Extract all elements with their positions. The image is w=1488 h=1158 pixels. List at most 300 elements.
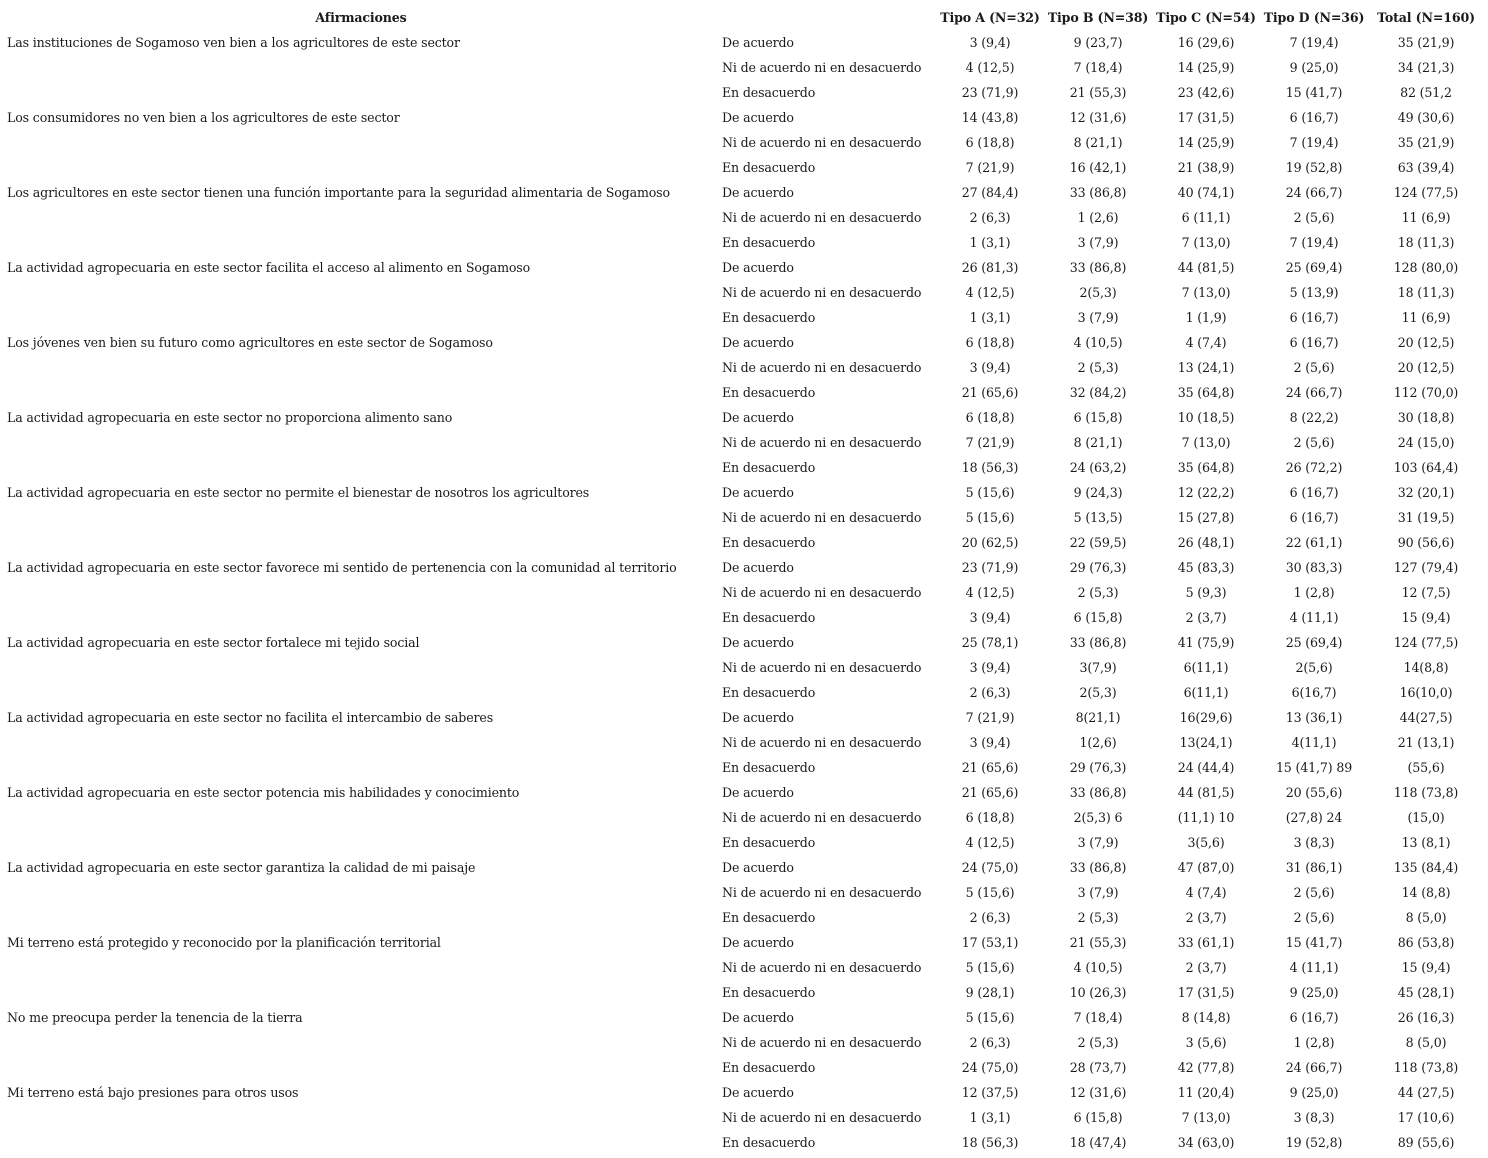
total-cell: 30 (18,8) [1397, 410, 1455, 425]
type-c-cell: 3 (5,6) [1185, 1035, 1227, 1050]
type-b-cell: 33 (86,8) [1069, 785, 1127, 800]
total-cell: 20 (12,5) [1397, 335, 1455, 350]
type-a-cell: 3 (9,4) [969, 35, 1011, 50]
type-d-cell: 3 (8,3) [1293, 835, 1335, 850]
type-a-cell: 21 (65,6) [961, 785, 1019, 800]
type-a-cell: 2 (6,3) [969, 1035, 1011, 1050]
type-b-cell: 7 (18,4) [1073, 60, 1123, 75]
type-a-cell: 18 (56,3) [961, 460, 1019, 475]
type-d-cell: 25 (69,4) [1285, 635, 1343, 650]
table-row [4, 830, 1484, 855]
total-cell: 118 (73,8) [1393, 785, 1459, 800]
type-a-cell: 21 (65,6) [961, 385, 1019, 400]
type-c-cell: 41 (75,9) [1177, 635, 1235, 650]
header-type-d: Tipo D (N=36) [1263, 9, 1365, 25]
type-b-cell: 29 (76,3) [1069, 760, 1127, 775]
total-cell: 35 (21,9) [1397, 35, 1455, 50]
type-a-cell: 25 (78,1) [961, 635, 1019, 650]
type-a-cell: 4 (12,5) [965, 60, 1015, 75]
table-row [4, 205, 1484, 230]
table-row [4, 480, 1484, 505]
total-cell: 18 (11,3) [1397, 235, 1455, 250]
response-cell: En desacuerdo [722, 460, 816, 475]
type-d-cell: 4 (11,1) [1289, 960, 1339, 975]
statement-cell: La actividad agropecuaria en este sector no proporciona alimento sano [7, 410, 453, 425]
type-d-cell: 2 (5,6) [1293, 360, 1335, 375]
type-b-cell: 6 (15,8) [1073, 610, 1123, 625]
table-row [4, 105, 1484, 130]
type-b-cell: 10 (26,3) [1069, 985, 1127, 1000]
header-total: Total (N=160) [1377, 9, 1475, 25]
response-cell: En desacuerdo [722, 910, 816, 925]
type-d-cell: 1 (2,8) [1293, 1035, 1335, 1050]
type-a-cell: 3 (9,4) [969, 735, 1011, 750]
type-c-cell: 7 (13,0) [1181, 235, 1231, 250]
response-cell: De acuerdo [722, 785, 794, 800]
response-cell: De acuerdo [722, 335, 794, 350]
type-a-cell: 5 (15,6) [965, 885, 1015, 900]
type-b-cell: 3 (7,9) [1077, 885, 1119, 900]
type-b-cell: 3(7,9) [1079, 660, 1117, 675]
response-cell: En desacuerdo [722, 835, 816, 850]
type-d-cell: 2 (5,6) [1293, 885, 1335, 900]
type-a-cell: 17 (53,1) [961, 935, 1019, 950]
statement-cell [4, 505, 718, 530]
type-b-cell: 12 (31,6) [1069, 110, 1127, 125]
total-cell: 127 (79,4) [1393, 560, 1459, 575]
type-b-cell: 7 (18,4) [1073, 1010, 1123, 1025]
total-cell: 128 (80,0) [1393, 260, 1459, 275]
response-cell: De acuerdo [722, 860, 794, 875]
type-c-cell: 24 (44,4) [1177, 760, 1235, 775]
header-type-c: Tipo C (N=54) [1156, 9, 1256, 25]
type-a-cell: 4 (12,5) [965, 835, 1015, 850]
response-cell: En desacuerdo [722, 685, 816, 700]
type-c-cell: 5 (9,3) [1185, 585, 1227, 600]
table-row [4, 780, 1484, 805]
statement-cell: La actividad agropecuaria en este sector garantiza la calidad de mi paisaje [7, 860, 476, 875]
type-d-cell: 15 (41,7) [1285, 85, 1343, 100]
type-d-cell: 7 (19,4) [1289, 135, 1339, 150]
response-cell: De acuerdo [722, 710, 794, 725]
type-b-cell: 2(5,3) 6 [1073, 810, 1123, 825]
response-cell: Ni de acuerdo ni en desacuerdo [722, 135, 922, 150]
statement-cell [4, 1105, 718, 1130]
type-b-cell: 3 (7,9) [1077, 235, 1119, 250]
type-d-cell: 20 (55,6) [1285, 785, 1343, 800]
type-a-cell: 23 (71,9) [961, 85, 1019, 100]
total-cell: 17 (10,6) [1397, 1110, 1455, 1125]
total-cell: (55,6) [1407, 760, 1445, 775]
table-row [4, 755, 1484, 780]
total-cell: 135 (84,4) [1393, 860, 1459, 875]
statement-cell [4, 830, 718, 855]
total-cell: 26 (16,3) [1397, 1010, 1455, 1025]
type-a-cell: 2 (6,3) [969, 910, 1011, 925]
total-cell: 44(27,5) [1399, 710, 1453, 725]
table-row [4, 330, 1484, 355]
type-c-cell: 35 (64,8) [1177, 385, 1235, 400]
table-row [4, 80, 1484, 105]
type-a-cell: 6 (18,8) [965, 810, 1015, 825]
total-cell: 103 (64,4) [1393, 460, 1459, 475]
type-d-cell: (27,8) 24 [1285, 810, 1343, 825]
table-row [4, 730, 1484, 755]
type-b-cell: 21 (55,3) [1069, 85, 1127, 100]
type-c-cell: 42 (77,8) [1177, 1060, 1235, 1075]
type-a-cell: 6 (18,8) [965, 135, 1015, 150]
type-b-cell: 8(21,1) [1075, 710, 1121, 725]
statement-cell [4, 1130, 718, 1155]
total-cell: 49 (30,6) [1397, 110, 1455, 125]
statement-cell: La actividad agropecuaria en este sector no facilita el intercambio de saberes [7, 710, 494, 725]
response-cell: Ni de acuerdo ni en desacuerdo [722, 510, 922, 525]
type-c-cell: 3(5,6) [1187, 835, 1225, 850]
statement-cell: La actividad agropecuaria en este sector no permite el bienestar de nosotros los agricultores [7, 485, 590, 500]
type-a-cell: 23 (71,9) [961, 560, 1019, 575]
type-d-cell: 6 (16,7) [1289, 110, 1339, 125]
type-d-cell: 22 (61,1) [1285, 535, 1343, 550]
type-c-cell: 17 (31,5) [1177, 110, 1235, 125]
type-d-cell: 7 (19,4) [1289, 235, 1339, 250]
table-row [4, 1080, 1484, 1105]
total-cell: 15 (9,4) [1401, 610, 1451, 625]
statement-cell: La actividad agropecuaria en este sector fortalece mi tejido social [7, 635, 420, 650]
table-row [4, 230, 1484, 255]
total-cell: 14 (8,8) [1401, 885, 1451, 900]
type-c-cell: 13(24,1) [1179, 735, 1233, 750]
total-cell: 34 (21,3) [1397, 60, 1455, 75]
type-b-cell: 33 (86,8) [1069, 860, 1127, 875]
total-cell: 89 (55,6) [1397, 1135, 1455, 1150]
total-cell: 16(10,0) [1399, 685, 1453, 700]
total-cell: 11 (6,9) [1401, 210, 1451, 225]
table-row [4, 305, 1484, 330]
type-b-cell: 33 (86,8) [1069, 635, 1127, 650]
type-b-cell: 2 (5,3) [1077, 585, 1119, 600]
type-a-cell: 24 (75,0) [961, 1060, 1019, 1075]
total-cell: 18 (11,3) [1397, 285, 1455, 300]
type-a-cell: 7 (21,9) [965, 160, 1015, 175]
type-c-cell: 15 (27,8) [1177, 510, 1235, 525]
type-a-cell: 2 (6,3) [969, 210, 1011, 225]
type-a-cell: 1 (3,1) [969, 1110, 1011, 1125]
type-a-cell: 3 (9,4) [969, 610, 1011, 625]
type-b-cell: 4 (10,5) [1073, 960, 1123, 975]
statement-cell: La actividad agropecuaria en este sector favorece mi sentido de pertenencia con la comunidad al territorio [7, 560, 677, 575]
type-a-cell: 21 (65,6) [961, 760, 1019, 775]
type-d-cell: 2(5,6) [1295, 660, 1333, 675]
type-a-cell: 18 (56,3) [961, 1135, 1019, 1150]
response-cell: Ni de acuerdo ni en desacuerdo [722, 885, 922, 900]
type-d-cell: 9 (25,0) [1289, 60, 1339, 75]
total-cell: 82 (51,2 [1400, 85, 1452, 100]
type-d-cell: 6(16,7) [1291, 685, 1337, 700]
type-c-cell: 10 (18,5) [1177, 410, 1235, 425]
total-cell: (15,0) [1407, 810, 1445, 825]
type-a-cell: 20 (62,5) [961, 535, 1019, 550]
type-b-cell: 4 (10,5) [1073, 335, 1123, 350]
type-c-cell: 4 (7,4) [1185, 885, 1227, 900]
statement-cell [4, 55, 718, 80]
type-d-cell: 2 (5,6) [1293, 910, 1335, 925]
response-cell: De acuerdo [722, 410, 794, 425]
total-cell: 124 (77,5) [1393, 635, 1459, 650]
type-a-cell: 7 (21,9) [965, 435, 1015, 450]
type-a-cell: 26 (81,3) [961, 260, 1019, 275]
type-d-cell: 4(11,1) [1291, 735, 1337, 750]
type-d-cell: 6 (16,7) [1289, 1010, 1339, 1025]
response-cell: De acuerdo [722, 935, 794, 950]
table-row [4, 130, 1484, 155]
response-cell: De acuerdo [722, 560, 794, 575]
type-b-cell: 28 (73,7) [1069, 1060, 1127, 1075]
type-c-cell: 7 (13,0) [1181, 285, 1231, 300]
type-d-cell: 15 (41,7) [1285, 935, 1343, 950]
statement-cell [4, 980, 718, 1005]
table-header [4, 4, 1484, 30]
table-row [4, 580, 1484, 605]
total-cell: 35 (21,9) [1397, 135, 1455, 150]
type-d-cell: 31 (86,1) [1285, 860, 1343, 875]
total-cell: 8 (5,0) [1405, 910, 1447, 925]
statement-cell [4, 880, 718, 905]
type-a-cell: 27 (84,4) [961, 185, 1019, 200]
survey-table [4, 4, 1484, 1155]
table-row [4, 355, 1484, 380]
type-c-cell: 7 (13,0) [1181, 1110, 1231, 1125]
response-cell: De acuerdo [722, 260, 794, 275]
statement-cell [4, 130, 718, 155]
response-cell: De acuerdo [722, 185, 794, 200]
table-row [4, 555, 1484, 580]
type-d-cell: 13 (36,1) [1285, 710, 1343, 725]
type-a-cell: 5 (15,6) [965, 960, 1015, 975]
statement-cell [4, 430, 718, 455]
type-d-cell: 5 (13,9) [1289, 285, 1339, 300]
type-c-cell: 2 (3,7) [1185, 960, 1227, 975]
response-cell: En desacuerdo [722, 760, 816, 775]
type-a-cell: 24 (75,0) [961, 860, 1019, 875]
statement-cell [4, 905, 718, 930]
type-c-cell: 6(11,1) [1183, 685, 1229, 700]
statement-cell [4, 955, 718, 980]
table-row [4, 1055, 1484, 1080]
type-c-cell: 14 (25,9) [1177, 60, 1235, 75]
table-row [4, 880, 1484, 905]
statement-cell [4, 805, 718, 830]
table-row [4, 1105, 1484, 1130]
header-row [4, 4, 1484, 30]
type-b-cell: 21 (55,3) [1069, 935, 1127, 950]
table-row [4, 430, 1484, 455]
type-d-cell: 2 (5,6) [1293, 210, 1335, 225]
response-cell: En desacuerdo [722, 985, 816, 1000]
type-d-cell: 4 (11,1) [1289, 610, 1339, 625]
type-b-cell: 1(2,6) [1079, 735, 1117, 750]
total-cell: 32 (20,1) [1397, 485, 1455, 500]
response-cell: En desacuerdo [722, 610, 816, 625]
response-cell: Ni de acuerdo ni en desacuerdo [722, 435, 922, 450]
type-a-cell: 6 (18,8) [965, 335, 1015, 350]
type-a-cell: 1 (3,1) [969, 310, 1011, 325]
type-a-cell: 4 (12,5) [965, 285, 1015, 300]
table-row [4, 630, 1484, 655]
statement-cell [4, 680, 718, 705]
response-cell: De acuerdo [722, 635, 794, 650]
response-cell: Ni de acuerdo ni en desacuerdo [722, 810, 922, 825]
total-cell: 12 (7,5) [1401, 585, 1451, 600]
statement-cell [4, 380, 718, 405]
type-d-cell: 8 (22,2) [1289, 410, 1339, 425]
type-c-cell: 13 (24,1) [1177, 360, 1235, 375]
type-b-cell: 33 (86,8) [1069, 185, 1127, 200]
response-cell: En desacuerdo [722, 385, 816, 400]
statement-cell: Las instituciones de Sogamoso ven bien a los agricultores de este sector [7, 35, 460, 50]
type-d-cell: 6 (16,7) [1289, 510, 1339, 525]
type-c-cell: 7 (13,0) [1181, 435, 1231, 450]
type-c-cell: 45 (83,3) [1177, 560, 1235, 575]
type-d-cell: 2 (5,6) [1293, 435, 1335, 450]
statement-cell [4, 655, 718, 680]
response-cell: Ni de acuerdo ni en desacuerdo [722, 1110, 922, 1125]
type-a-cell: 5 (15,6) [965, 485, 1015, 500]
statement-cell: Los agricultores en este sector tienen una función importante para la seguridad alimentaria de Sogamoso [7, 185, 670, 200]
type-c-cell: (11,1) 10 [1177, 810, 1235, 825]
response-cell: De acuerdo [722, 110, 794, 125]
type-b-cell: 2 (5,3) [1077, 360, 1119, 375]
type-b-cell: 8 (21,1) [1073, 435, 1123, 450]
response-cell: Ni de acuerdo ni en desacuerdo [722, 960, 922, 975]
type-c-cell: 34 (63,0) [1177, 1135, 1235, 1150]
table-row [4, 980, 1484, 1005]
type-c-cell: 2 (3,7) [1185, 610, 1227, 625]
type-a-cell: 1 (3,1) [969, 235, 1011, 250]
type-c-cell: 16(29,6) [1179, 710, 1233, 725]
response-cell: En desacuerdo [722, 85, 816, 100]
type-b-cell: 9 (24,3) [1073, 485, 1123, 500]
type-a-cell: 5 (15,6) [965, 1010, 1015, 1025]
type-b-cell: 6 (15,8) [1073, 1110, 1123, 1125]
type-b-cell: 6 (15,8) [1073, 410, 1123, 425]
statement-cell [4, 205, 718, 230]
type-c-cell: 26 (48,1) [1177, 535, 1235, 550]
type-b-cell: 18 (47,4) [1069, 1135, 1127, 1150]
type-d-cell: 7 (19,4) [1289, 35, 1339, 50]
header-type-a: Tipo A (N=32) [940, 9, 1040, 25]
table-row [4, 455, 1484, 480]
statement-cell [4, 230, 718, 255]
statement-cell [4, 755, 718, 780]
header-type-b: Tipo B (N=38) [1047, 9, 1149, 25]
response-cell: Ni de acuerdo ni en desacuerdo [722, 360, 922, 375]
statement-cell: Los jóvenes ven bien su futuro como agricultores en este sector de Sogamoso [7, 335, 493, 350]
type-b-cell: 22 (59,5) [1069, 535, 1127, 550]
type-a-cell: 9 (28,1) [965, 985, 1015, 1000]
type-a-cell: 12 (37,5) [961, 1085, 1019, 1100]
total-cell: 21 (13,1) [1397, 735, 1455, 750]
type-a-cell: 6 (18,8) [965, 410, 1015, 425]
statement-cell: No me preocupa perder la tenencia de la tierra [7, 1010, 303, 1025]
response-cell: En desacuerdo [722, 235, 816, 250]
statement-cell [4, 605, 718, 630]
total-cell: 11 (6,9) [1401, 310, 1451, 325]
response-cell: En desacuerdo [722, 1135, 816, 1150]
type-a-cell: 3 (9,4) [969, 660, 1011, 675]
statement-cell [4, 305, 718, 330]
type-c-cell: 44 (81,5) [1177, 785, 1235, 800]
response-cell: Ni de acuerdo ni en desacuerdo [722, 735, 922, 750]
type-c-cell: 23 (42,6) [1177, 85, 1235, 100]
table-row [4, 655, 1484, 680]
type-a-cell: 7 (21,9) [965, 710, 1015, 725]
table-row [4, 255, 1484, 280]
type-c-cell: 6 (11,1) [1181, 210, 1231, 225]
type-d-cell: 24 (66,7) [1285, 1060, 1343, 1075]
type-a-cell: 4 (12,5) [965, 585, 1015, 600]
total-cell: 118 (73,8) [1393, 1060, 1459, 1075]
type-d-cell: 9 (25,0) [1289, 1085, 1339, 1100]
table-row [4, 155, 1484, 180]
statement-cell: Mi terreno está bajo presiones para otros usos [7, 1085, 299, 1100]
total-cell: 112 (70,0) [1393, 385, 1459, 400]
table-row [4, 280, 1484, 305]
type-d-cell: 30 (83,3) [1285, 560, 1343, 575]
type-c-cell: 11 (20,4) [1177, 1085, 1235, 1100]
statement-cell [4, 80, 718, 105]
type-c-cell: 8 (14,8) [1181, 1010, 1231, 1025]
type-c-cell: 2 (3,7) [1185, 910, 1227, 925]
response-cell: De acuerdo [722, 485, 794, 500]
response-cell: Ni de acuerdo ni en desacuerdo [722, 1035, 922, 1050]
table-row [4, 1130, 1484, 1155]
type-c-cell: 6(11,1) [1183, 660, 1229, 675]
total-cell: 20 (12,5) [1397, 360, 1455, 375]
header-response [718, 4, 936, 30]
statement-cell [4, 730, 718, 755]
type-d-cell: 25 (69,4) [1285, 260, 1343, 275]
table-row [4, 805, 1484, 830]
type-a-cell: 3 (9,4) [969, 360, 1011, 375]
total-cell: 15 (9,4) [1401, 960, 1451, 975]
total-cell: 124 (77,5) [1393, 185, 1459, 200]
statement-cell: La actividad agropecuaria en este sector potencia mis habilidades y conocimiento [7, 785, 520, 800]
type-d-cell: 15 (41,7) 89 [1275, 760, 1353, 775]
response-cell: Ni de acuerdo ni en desacuerdo [722, 210, 922, 225]
response-cell: De acuerdo [722, 1010, 794, 1025]
table-row [4, 905, 1484, 930]
type-b-cell: 32 (84,2) [1069, 385, 1127, 400]
type-c-cell: 4 (7,4) [1185, 335, 1227, 350]
type-b-cell: 3 (7,9) [1077, 835, 1119, 850]
statement-cell: Mi terreno está protegido y reconocido por la planificación territorial [7, 935, 441, 950]
table-row [4, 530, 1484, 555]
table-row [4, 680, 1484, 705]
total-cell: 45 (28,1) [1397, 985, 1455, 1000]
table-row [4, 605, 1484, 630]
type-d-cell: 26 (72,2) [1285, 460, 1343, 475]
table-row [4, 855, 1484, 880]
total-cell: 8 (5,0) [1405, 1035, 1447, 1050]
table-row [4, 55, 1484, 80]
type-b-cell: 2 (5,3) [1077, 1035, 1119, 1050]
type-c-cell: 12 (22,2) [1177, 485, 1235, 500]
response-cell: Ni de acuerdo ni en desacuerdo [722, 60, 922, 75]
header-statement: Afirmaciones [315, 9, 407, 25]
type-b-cell: 12 (31,6) [1069, 1085, 1127, 1100]
type-d-cell: 6 (16,7) [1289, 310, 1339, 325]
response-cell: En desacuerdo [722, 160, 816, 175]
